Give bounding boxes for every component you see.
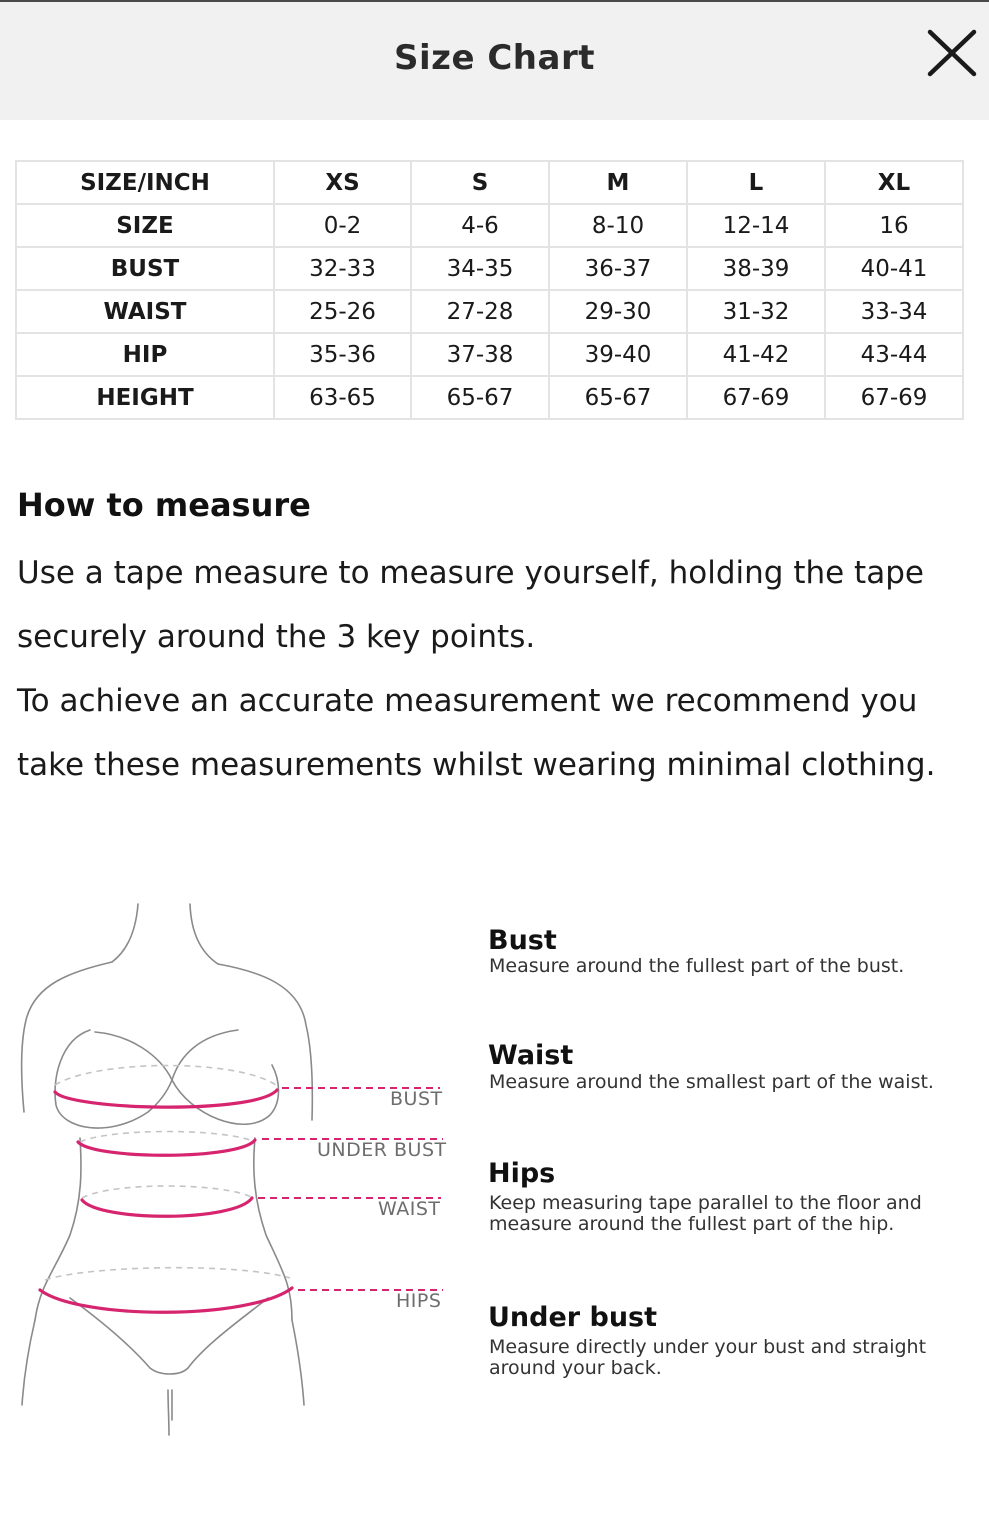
table-row	[16, 204, 963, 247]
close-icon	[920, 24, 980, 84]
page-title: Size Chart	[394, 38, 595, 78]
size-table	[15, 160, 964, 420]
bust-label: BUST	[390, 1088, 443, 1110]
table-cell: 38-39	[687, 247, 825, 290]
how-to-measure-title: How to measure	[17, 486, 311, 524]
row-label: BUST	[16, 247, 274, 290]
row-label: WAIST	[16, 290, 274, 333]
table-cell: 8-10	[549, 204, 687, 247]
row-label: HEIGHT	[16, 376, 274, 419]
table-cell: 41-42	[687, 333, 825, 376]
under-bust-description: Measure directly under your bust and straight around your back.	[489, 1336, 927, 1379]
header-cell: L	[687, 161, 825, 204]
waist-description: Measure around the smallest part of the waist.	[489, 1071, 934, 1093]
row-label: HIP	[16, 333, 274, 376]
table-header-row	[16, 161, 963, 204]
table-cell: 63-65	[274, 376, 411, 419]
table-cell: 39-40	[549, 333, 687, 376]
under-bust-label: UNDER BUST	[317, 1139, 447, 1161]
table-cell: 4-6	[411, 204, 549, 247]
table-cell: 67-69	[687, 376, 825, 419]
header-cell: XL	[825, 161, 963, 204]
body-measurement-figure	[0, 880, 500, 1440]
instruction-paragraph-1: Use a tape measure to measure yourself, holding the tape securely around the 3 key points.	[17, 555, 924, 655]
table-cell: 65-67	[411, 376, 549, 419]
hips-description: Keep measuring tape parallel to the floor and measure around the fullest part of the hip.	[489, 1192, 922, 1235]
table-cell: 29-30	[549, 290, 687, 333]
table-cell: 37-38	[411, 333, 549, 376]
bust-title: Bust	[488, 925, 557, 956]
table-row	[16, 290, 963, 333]
row-label: SIZE	[16, 204, 274, 247]
hips-label: HIPS	[396, 1290, 442, 1312]
table-cell: 65-67	[549, 376, 687, 419]
table-cell: 40-41	[825, 247, 963, 290]
table-row	[16, 376, 963, 419]
table-cell: 36-37	[549, 247, 687, 290]
waist-title: Waist	[488, 1040, 574, 1071]
header-cell: XS	[274, 161, 411, 204]
table-cell: 34-35	[411, 247, 549, 290]
header-bar	[0, 2, 989, 120]
table-cell: 43-44	[825, 333, 963, 376]
header-cell: M	[549, 161, 687, 204]
table-cell: 12-14	[687, 204, 825, 247]
table-cell: 0-2	[274, 204, 411, 247]
table-cell: 33-34	[825, 290, 963, 333]
close-button[interactable]	[920, 24, 980, 84]
bust-description: Measure around the fullest part of the bust.	[489, 955, 905, 977]
table-cell: 31-32	[687, 290, 825, 333]
header-cell: SIZE/INCH	[16, 161, 274, 204]
table-row	[16, 247, 963, 290]
table-cell: 27-28	[411, 290, 549, 333]
hips-title: Hips	[488, 1158, 556, 1189]
waist-label: WAIST	[378, 1198, 441, 1220]
under-bust-title: Under bust	[488, 1302, 658, 1333]
table-row	[16, 333, 963, 376]
table-cell: 35-36	[274, 333, 411, 376]
header-cell: S	[411, 161, 549, 204]
table-cell: 25-26	[274, 290, 411, 333]
table-cell: 32-33	[274, 247, 411, 290]
table-cell: 67-69	[825, 376, 963, 419]
table-cell: 16	[825, 204, 963, 247]
instruction-paragraph-2: To achieve an accurate measurement we recommend you take these measurements whilst wearing minimal clothing.	[17, 683, 936, 783]
